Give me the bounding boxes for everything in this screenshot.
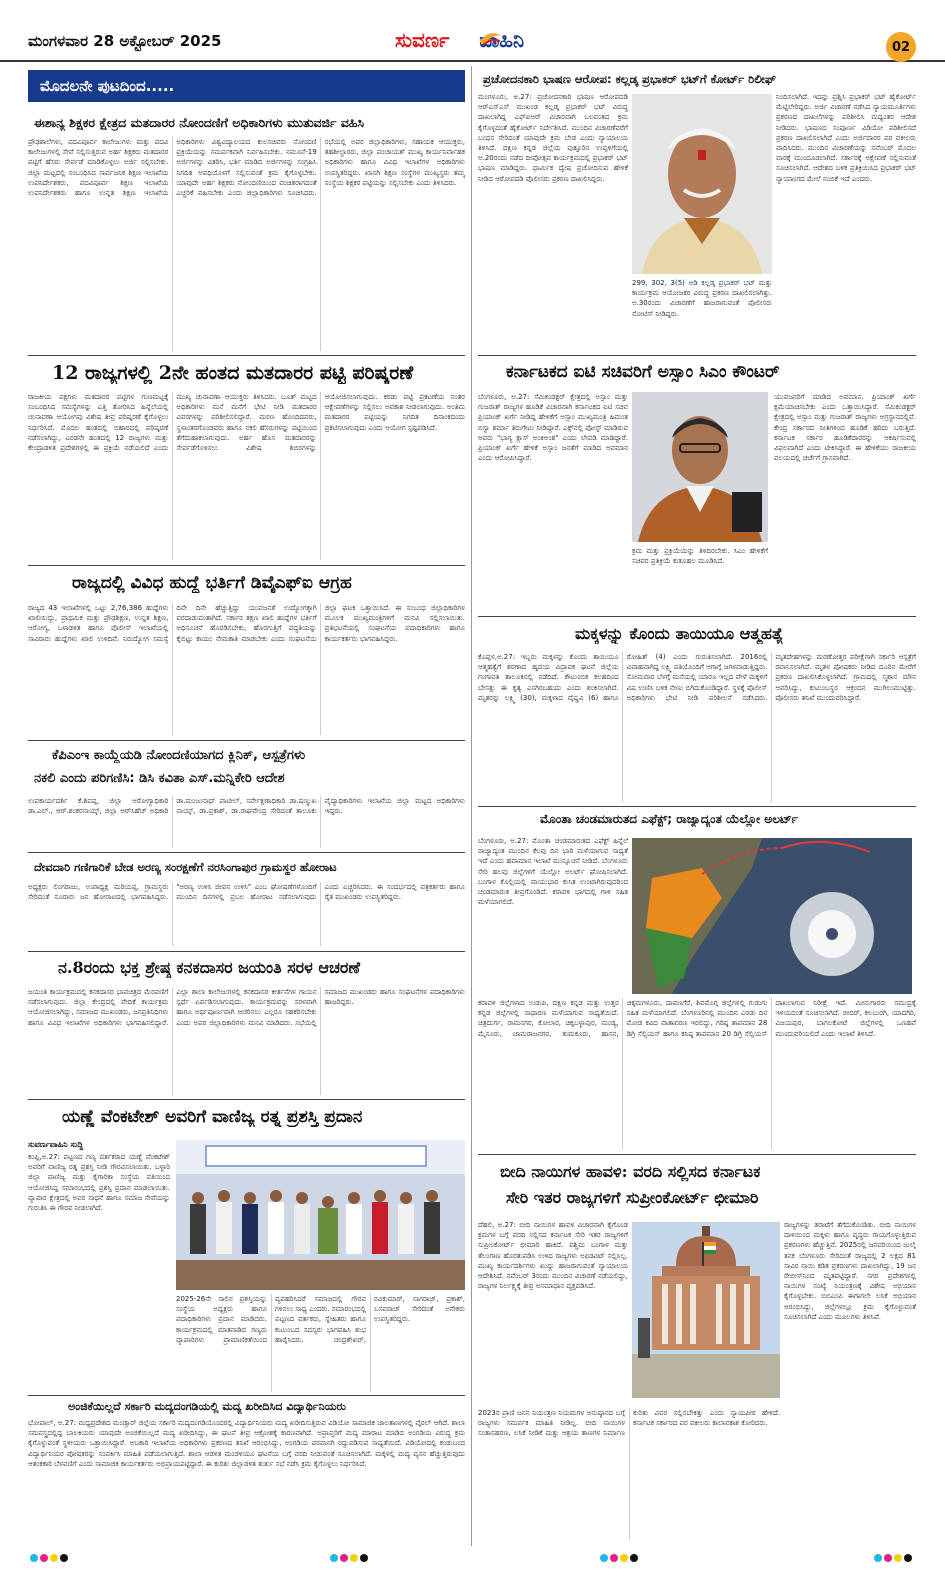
article-body: ರಾಜ್ಯದ 43 ಇಲಾಖೆಗಳಲ್ಲಿ ಒಟ್ಟು 2,76,386 ಹುದ್ದೆಗಳು ಖಾಲಿಯಿದ್ದು, ಪ್ರಾಥಮಿಕ ಮತ್ತು ಪ್ರೌಢಶಿಕ್ಷಣ, ಉನ್ನತ ಶಿಕ್ಷಣ, ಆರೋಗ್ಯ, ಒಳಾಡಳಿತ ಹಾಗೂ ಪೊಲೀಸ್ ಇಲಾಖೆಯಲ್ಲಿ ಸಾವಿರಾರು ಹುದ್ದೆಗಳು ಖಾಲಿ ಉಳಿದಿವೆ. ನಿರುದ್ಯೋಗ ಸಮಸ್ಯೆ ದಿನೇ ದಿನೇ ಹೆಚ್ಚುತ್ತಿದ್ದು ಯುವಜನತೆ ಉದ್ಯೋಗಕ್ಕಾಗಿ ಪರದಾಡುವಂತಾಗಿದೆ. ಸರ್ಕಾರ ತಕ್ಷಣ ಖಾಲಿ ಹುದ್ದೆಗಳ ಭರ್ತಿಗೆ ಅಧಿಸೂಚನೆ ಹೊರಡಿಸಬೇಕು, ಹೊರಗುತ್ತಿಗೆ ಪದ್ಧತಿಯನ್ನು ಕೈಬಿಟ್ಟು ಕಾಯಂ ನೇಮಕಾತಿ ಮಾಡಬೇಕು ಎಂದು ಸಂಘಟನೆಯ ಜಿಲ್ಲಾ ಘಟಕ ಒತ್ತಾಯಿಸಿದೆ. ಈ ಸಂಬಂಧ ಜಿಲ್ಲಾಧಿಕಾರಿಗಳ ಮೂಲಕ ಮುಖ್ಯಮಂತ್ರಿಗಳಿಗೆ ಮನವಿ ಸಲ್ಲಿಸಲಾಯಿತು. ಪ್ರತಿಭಟನೆಯಲ್ಲಿ ಸಂಘಟನೆಯ ಪದಾಧಿಕಾರಿಗಳು ಹಾಗೂ ಕಾರ್ಯಕರ್ತರು ಭಾಗವಹಿಸಿದ್ದರು. xyxy=(28,604,465,643)
article-headline: ರಾಜ್ಯದಲ್ಲಿ ವಿವಿಧ ಹುದ್ದೆ ಭರ್ತಿಗೆ ಡಿವೈಎಫ್ಐ ಆಗ್ರಹ xyxy=(72,573,352,593)
registration-dot-icon xyxy=(620,1554,628,1562)
news-credit: ಸುವರ್ಣವಾಹಿನಿ ಸುದ್ದಿ xyxy=(28,1140,84,1149)
cyclone-satellite-map xyxy=(632,838,912,994)
article-divider xyxy=(28,1099,465,1100)
award-ceremony-photo xyxy=(176,1140,465,1290)
photo-caption-text: ಕ್ರಮ ಮತ್ತು ಪ್ರಕ್ರಿಯೆಯನ್ನು ತಿಳಿದಿರಬೇಕು. ಸಿಎಂ ಹೇಳಿಕೆಗೆ ಸಚಿವರ ಪ್ರತಿಕ್ರಿಯೆ ಕುತೂಹಲ ಮೂಡಿಸಿದೆ. xyxy=(632,547,768,566)
registration-dot-icon xyxy=(894,1554,902,1562)
registration-dot-icon xyxy=(600,1554,608,1562)
article-headline: ಮಕ್ಕಳನ್ನು ಕೊಂದು ತಾಯಿಯೂ ಆತ್ಮಹತ್ಯೆ xyxy=(575,624,784,643)
print-registration-dots xyxy=(600,1554,638,1564)
registration-dot-icon xyxy=(610,1554,618,1562)
registration-dot-icon xyxy=(50,1554,58,1562)
print-registration-dots xyxy=(874,1554,912,1564)
article-headline: ಕರ್ನಾಟಕದ ಐಟಿ ಸಚಿವರಿಗೆ ಅಸ್ಸಾಂ ಸಿಎಂ ಕೌಂಟರ್ xyxy=(506,362,780,382)
registration-dot-icon xyxy=(60,1554,68,1562)
brand-second-word: ವಾಹಿನಿ xyxy=(479,28,525,52)
himanta-sarma-photo xyxy=(632,392,768,542)
article-body: ಕರಾವಳಿ ಜಿಲ್ಲೆಗಳಾದ ಉಡುಪಿ, ದಕ್ಷಿಣ ಕನ್ನಡ ಮತ್ತು ಉತ್ತರ ಕನ್ನಡ ಜಿಲ್ಲೆಗಳಲ್ಲಿ ಸಾಧಾರಣ ಮಳೆಯಾಗುವ ಸಾಧ್ಯತೆಯಿದೆ. ಚಿತ್ರದುರ್ಗ, ರಾಮನಗರ, ಕೋಲಾರ, ಚಿಕ್ಕಬಳ್ಳಾಪುರ, ಮಂಡ್ಯ, ಮೈಸೂರು, ಚಾಮರಾಜನಗರ, ತುಮಕೂರು, ಹಾಸನ, ಚಿಕ್ಕಮಗಳೂರು, ದಾವಣಗೆರೆ, ಶಿವಮೊಗ್ಗ ಜಿಲ್ಲೆಗಳಲ್ಲಿ ಗುಡುಗು ಸಹಿತ ಮಳೆಯಾಗಲಿದೆ. ಬೆಂಗಳೂರಿನಲ್ಲಿ ಮುಂದಿನ ಎರಡು ದಿನ ಮೋಡ ಕವಿದ ವಾತಾವರಣ ಇರಲಿದ್ದು, ಗರಿಷ್ಠ ತಾಪಮಾನ 28 ಡಿಗ್ರಿ ಸೆಲ್ಸಿಯಸ್ ಹಾಗೂ ಕನಿಷ್ಠ ತಾಪಮಾನ 20 ಡಿಗ್ರಿ ಸೆಲ್ಸಿಯಸ್ ದಾಖಲಾಗುವ ನಿರೀಕ್ಷೆ ಇದೆ. ಮೀನುಗಾರರು ಸಮುದ್ರಕ್ಕೆ ಇಳಿಯದಂತೆ ಸೂಚಿಸಲಾಗಿದೆ. ಬೀದರ್, ಕಲಬುರಗಿ, ಯಾದಗಿರಿ, ವಿಜಯಪುರ, ಬಾಗಲಕೋಟೆ ಜಿಲ್ಲೆಗಳಲ್ಲಿ ಒಣಹವೆ ಮುಂದುವರಿಯಲಿದೆ ಎಂದು ಇಲಾಖೆ ತಿಳಿಸಿದೆ. xyxy=(478,999,916,1038)
article-headline: ಮೊಂತಾ ಚಂಡಮಾರುತದ ಎಫೆಕ್ಟ್; ರಾಜ್ಯಾದ್ಯಂತ ಯೆಲ್ಲೋ ಅಲರ್ಟ್ xyxy=(540,812,798,826)
registration-dot-icon xyxy=(40,1554,48,1562)
article-body: 2025-26ನೇ ಸಾಲಿನ ಪ್ರಶಸ್ತಿಯನ್ನು ಸಂಸ್ಥೆಯ ಅಧ್ಯಕ್ಷರು ಹಾಗೂ ಪದಾಧಿಕಾರಿಗಳು ಪ್ರದಾನ ಮಾಡಿದರು. ಕಾರ್ಯಕ್ರಮದಲ್ಲಿ ಮಾತನಾಡಿದ ಗಣ್ಯರು ವ್ಯಾಪಾರಿಗಳು ಪ್ರಾಮಾಣಿಕತೆಯಿಂದ ವ್ಯವಹರಿಸಿದರೆ ಸಮಾಜದಲ್ಲಿ ಗೌರವ ಗಳಿಸಲು ಸಾಧ್ಯ ಎಂದರು. ಸಮಾರಂಭದಲ್ಲಿ ಪಟ್ಟಣದ ವರ್ತಕರು, ಸ್ನೇಹಿತರು ಹಾಗೂ ಕುಟುಂಬದ ಸದಸ್ಯರು ಭಾಗವಹಿಸಿ ಶುಭ ಹಾರೈಸಿದರು. ಚಂದ್ರಶೇಖರ್, ರವಿಕುಮಾರ್, ನಾಗರಾಜ್, ಪ್ರಕಾಶ್, ಬಸವರಾಜ್ ಸೇರಿದಂತೆ ಅನೇಕರು ಉಪಸ್ಥಿತರಿದ್ದರು. xyxy=(176,1295,465,1344)
article-headline-line2: ಸೇರಿ ಇತರ ರಾಜ್ಯಗಳಿಗೆ ಸುಪ್ರೀಂಕೋರ್ಟ್ ಛೀಮಾರಿ xyxy=(506,1188,759,1207)
article-divider xyxy=(28,355,465,356)
article-body-left: ದೆಹಲಿ, ಅ.27: ಬೀದಿ ನಾಯಿಗಳ ಹಾವಳಿ ವಿಚಾರವಾಗಿ ಕೈಗೊಂಡ ಕ್ರಮಗಳ ಬಗ್ಗೆ ವರದಿ ಸಲ್ಲಿಸದ ಕರ್ನಾಟಕ ಸೇರಿ ಇತರ ರಾಜ್ಯಗಳಿಗೆ ಸುಪ್ರೀಂಕೋರ್ಟ್ ಛೀಮಾರಿ ಹಾಕಿದೆ. ಪಶ್ಚಿಮ ಬಂಗಾಳ ಮತ್ತು ತೆಲಂಗಾಣ ಹೊರತುಪಡಿಸಿ ಉಳಿದ ರಾಜ್ಯಗಳು ಅಫಿಡವಿಟ್ ಸಲ್ಲಿಸಿಲ್ಲ. ಮುಖ್ಯ ಕಾರ್ಯದರ್ಶಿಗಳು ಖುದ್ದು ಹಾಜರಾಗುವಂತೆ ನ್ಯಾಯಾಲಯ ಆದೇಶಿಸಿದೆ. ನವೆಂಬರ್ 3ರಂದು ಮುಂದಿನ ವಿಚಾರಣೆ ನಡೆಯಲಿದ್ದು, ರಾಜ್ಯಗಳ ನಿರ್ಲಕ್ಷ್ಯಕ್ಕೆ ತೀವ್ರ ಅಸಮಾಧಾನ ವ್ಯಕ್ತಪಡಿಸಿದೆ. xyxy=(478,1221,628,1291)
article-body-left: ಮಂಗಳೂರು, ಅ.27: ಪ್ರಚೋದನಕಾರಿ ಭಾಷಣ ಆರೋಪದಡಿ ಆರ್‌ಎಸ್‌ಎಸ್ ಮುಖಂಡ ಕಲ್ಲಡ್ಕ ಪ್ರಭಾಕರ್ ಭಟ್ ವಿರುದ್ಧ ದಾಖಲಾಗಿದ್ದ ಎಫ್‌ಐಆರ್ ವಿಚಾರವಾಗಿ ಬಲವಂತದ ಕ್ರಮ ಕೈಗೊಳ್ಳದಂತೆ ಹೈಕೋರ್ಟ್ ನಿರ್ದೇಶಿಸಿದೆ. ಮುಂದಿನ ವಿಚಾರಣೆವರೆಗೆ ಬಂಧನ ಸೇರಿದಂತೆ ಯಾವುದೇ ಕ್ರಮ ಬೇಡ ಎಂದು ನ್ಯಾಯಾಲಯ ತಿಳಿಸಿದೆ. ದಕ್ಷಿಣ ಕನ್ನಡ ಜಿಲ್ಲೆಯ ಪುತ್ತೂರಿನ ಉಪ್ಪಳಿಗೆಯಲ್ಲಿ ಅ.20ರಂದು ನಡೆದ ದೀಪೋತ್ಸವ ಕಾರ್ಯಕ್ರಮದಲ್ಲಿ ಪ್ರಭಾಕರ್ ಭಟ್ ಭಾಷಣ ಮಾಡಿದ್ದರು. ಧಾರ್ಮಿಕ ದ್ವೇಷ ಪ್ರಚೋದಿಸುವ ಹೇಳಿಕೆ ನೀಡಿದ ಆರೋಪದಡಿ ಪೊಲೀಸರು ಪ್ರಕರಣ ದಾಖಲಿಸಿದ್ದರು. xyxy=(478,93,628,183)
article-headline: ಪ್ರಚೋದನಕಾರಿ ಭಾಷಣ ಆರೋಪ: ಕಲ್ಲಡ್ಕ ಪ್ರಭಾಕರ್ ಭಟ್‌ಗೆ ಕೋರ್ಟ್ ರಿಲೀಫ್ xyxy=(483,72,776,86)
brand-first-word: ಸುವರ್ಣ xyxy=(395,28,450,52)
registration-dot-icon xyxy=(330,1554,338,1562)
article-body-side: ಕಂಪ್ಲಿ,ಅ.27: ಪಟ್ಟಣದ ಗಣ್ಯ ವರ್ತಕರಾದ ಯಣ್ಣೆ ವೆಂಕಟೇಶ್ ಅವರಿಗೆ ವಾಣಿಜ್ಯ ರತ್ನ ಪ್ರಶಸ್ತಿ ನೀಡಿ ಗೌರವಿಸಲಾಯಿತು. ಬಳ್ಳಾರಿ ಜಿಲ್ಲಾ ವಾಣಿಜ್ಯ ಮತ್ತು ಕೈಗಾರಿಕಾ ಸಂಸ್ಥೆಯ ವತಿಯಿಂದ ಆಯೋಜಿಸಿದ್ದ ಸಮಾರಂಭದಲ್ಲಿ ಪ್ರಶಸ್ತಿ ಪ್ರದಾನ ಮಾಡಲಾಯಿತು. ವ್ಯಾಪಾರ ಕ್ಷೇತ್ರದಲ್ಲಿ ಅವರ ಸಾಧನೆ ಹಾಗೂ ಸಮಾಜ ಸೇವೆಯನ್ನು ಗುರುತಿಸಿ ಈ ಗೌರವ ನೀಡಲಾಗಿದೆ. xyxy=(28,1153,170,1213)
print-registration-dots xyxy=(330,1554,368,1564)
article-headline-line1: ಬೀದಿ ನಾಯಿಗಳ ಹಾವಳಿ: ವರದಿ ಸಲ್ಲಿಸದ ಕರ್ನಾಟಕ xyxy=(500,1162,761,1181)
article-headline-line1: ಕೆಪಿಎಂಇ ಕಾಯ್ದೆಯಡಿ ನೋಂದಣಿಯಾಗದ ಕ್ಲಿನಿಕ್, ಆಸ್ಪತ್ರೆಗಳು xyxy=(52,748,306,763)
article-body-side: ಬೆಂಗಳೂರು, ಅ.27: ಮೊಂತಾ ಚಂಡಮಾರುತದ ಎಫೆಕ್ಟ್ ಹಿನ್ನೆಲೆ ರಾಜ್ಯಾದ್ಯಂತ ಮುಂದಿನ ಕೆಲವು ದಿನ ಭಾರಿ ಮಳೆಯಾಗುವ ಸಾಧ್ಯತೆ ಇದೆ ಎಂದು ಹವಾಮಾನ ಇಲಾಖೆ ಮುನ್ಸೂಚನೆ ನೀಡಿದೆ. ಬೆಂಗಳೂರು ಸೇರಿ ಹಲವು ಜಿಲ್ಲೆಗಳಿಗೆ ಯೆಲ್ಲೋ ಅಲರ್ಟ್ ಘೋಷಿಸಲಾಗಿದೆ. ಬಂಗಾಳ ಕೊಲ್ಲಿಯಲ್ಲಿ ವಾಯುಭಾರ ಕುಸಿತ ಉಂಟಾಗಿರುವುದರಿಂದ ಚಂಡಮಾರುತ ತೀವ್ರಗೊಂಡಿದೆ. ಕರಾವಳಿ ಭಾಗದಲ್ಲಿ ಗಾಳಿ ಸಹಿತ ಮಳೆಯಾಗಲಿದೆ. xyxy=(478,837,628,907)
article-body-right: ರಾಜ್ಯಗಳನ್ನು ತರಾಟೆಗೆ ತೆಗೆದುಕೊಂಡಿತು. ಬೀದಿ ನಾಯಿಗಳ ದಾಳಿಯಿಂದ ಮಕ್ಕಳು ಹಾಗೂ ವೃದ್ಧರು ಗಾಯಗೊಳ್ಳುತ್ತಿರುವ ಪ್ರಕರಣಗಳು ಹೆಚ್ಚುತ್ತಿವೆ. 2025ರಲ್ಲಿ ಜನವರಿಯಿಂದ ಜುಲೈ ತನಕ ಬೆಂಗಳೂರು ಸೇರಿದಂತೆ ರಾಜ್ಯದಲ್ಲಿ 2 ಲಕ್ಷದ 81 ಸಾವಿರ ನಾಯಿ ಕಡಿತ ಪ್ರಕರಣಗಳು ದಾಖಲಾಗಿದ್ದು, 19 ಜನ ರೇಬೀಸ್‌ನಿಂದ ಮೃತಪಟ್ಟಿದ್ದಾರೆ. ನಗರ ಪ್ರದೇಶಗಳಲ್ಲಿ ನಾಯಿಗಳ ಸಂಖ್ಯೆ ನಿಯಂತ್ರಣಕ್ಕೆ ವಿಶೇಷ ಅಭಿಯಾನ ಕೈಗೊಳ್ಳಬೇಕು. ಬಿಬಿಎಂಪಿ ಈಗಾಗಲೇ ಲಸಿಕೆ ಅಭಿಯಾನ ಆರಂಭಿಸಿದ್ದು, ಜಿಲ್ಲೆಗಳಲ್ಲೂ ಕ್ರಮ ಕೈಗೊಳ್ಳುವಂತೆ ಸೂಚಿಸಲಾಗಿದೆ ಎಂದು ಮೂಲಗಳು ತಿಳಿಸಿವೆ. xyxy=(784,1221,916,1321)
article-body-lower: 2023ರ ಪ್ರಾಣಿ ಜನನ ನಿಯಂತ್ರಣ ನಿಯಮಗಳ ಅನುಷ್ಠಾನದ ಬಗ್ಗೆ ರಾಜ್ಯಗಳು ಸಮರ್ಪಕ ಮಾಹಿತಿ ನೀಡಿಲ್ಲ. ಬೀದಿ ನಾಯಿಗಳ ಸಂತಾನಹರಣ, ಲಸಿಕೆ ನೀಡಿಕೆ ಮತ್ತು ಆಶ್ರಯ ತಾಣಗಳ ನಿರ್ಮಾಣ ಕುರಿತು ವಿವರ ಸಲ್ಲಿಸಬೇಕಿತ್ತು ಎಂದು ನ್ಯಾಯಪೀಠ ಹೇಳಿದೆ. ಕರ್ನಾಟಕ ಸರ್ಕಾರದ ಪರ ವಕೀಲರು ಕಾಲಾವಕಾಶ ಕೋರಿದರು. xyxy=(478,1409,780,1438)
section-banner: ಮೊದಲನೇ ಪುಟದಿಂದ..... xyxy=(28,70,465,102)
article-divider xyxy=(478,1154,916,1155)
article-body: ಭೋಪಾಲ್, ಅ.27: ಮಧ್ಯಪ್ರದೇಶದ ಮಂಡ್ಸಾರ್ ಜಿಲ್ಲೆಯ ಸರ್ಕಾರಿ ಮದ್ಯದಂಗಡಿಯೊಂದರಲ್ಲಿ ವಿದ್ಯಾರ್ಥಿನಿಯರು ಮದ್ಯ ಖರೀದಿಸುತ್ತಿರುವ ವಿಡಿಯೋ ಸಾಮಾಜಿಕ ಜಾಲತಾಣಗಳಲ್ಲಿ ವೈರಲ್ ಆಗಿದೆ. ಶಾಲಾ ಸಮವಸ್ತ್ರದಲ್ಲಿದ್ದ ಬಾಲಕಿಯರು ಯಾವುದೇ ಅಂಜಿಕೆಯಿಲ್ಲದೆ ಮದ್ಯ ಖರೀದಿಸಿದ್ದು, ಈ ಘಟನೆ ತೀವ್ರ ಆಕ್ರೋಶಕ್ಕೆ ಕಾರಣವಾಗಿದೆ. ಅಪ್ರಾಪ್ತರಿಗೆ ಮದ್ಯ ಮಾರಾಟ ಮಾಡಿದ ಅಂಗಡಿಯ ವಿರುದ್ಧ ಕ್ರಮ ಕೈಗೊಳ್ಳುವಂತೆ ಸ್ಥಳೀಯರು ಒತ್ತಾಯಿಸಿದ್ದಾರೆ. ಅಬಕಾರಿ ಇಲಾಖೆಯ ಅಧಿಕಾರಿಗಳು ಪ್ರಕರಣದ ತನಿಖೆ ಆರಂಭಿಸಿದ್ದು, ಅಂಗಡಿಯ ಪರವಾನಗಿ ರದ್ದುಪಡಿಸುವ ಸಾಧ್ಯತೆಯಿದೆ. ವಿಡಿಯೋದಲ್ಲಿ ಕಂಡುಬಂದ ವಿದ್ಯಾರ್ಥಿನಿಯರ ಪೋಷಕರನ್ನು ಸಂಪರ್ಕಿಸಿ ಮಾಹಿತಿ ಪಡೆಯಲಾಗುತ್ತಿದೆ. ಶಾಲಾ ಆಡಳಿತ ಮಂಡಳಿಯೂ ಘಟನೆಯ ಬಗ್ಗೆ ವರದಿ ನೀಡುವಂತೆ ಸೂಚಿಸಲಾಗಿದೆ. ಮಕ್ಕಳಲ್ಲಿ ಮದ್ಯ ವ್ಯಸನ ಹೆಚ್ಚುತ್ತಿರುವುದು ಆತಂಕಕಾರಿ ಬೆಳವಣಿಗೆ ಎಂದು ಸಾಮಾಜಿಕ ಕಾರ್ಯಕರ್ತರು ಅಭಿಪ್ರಾಯಪಟ್ಟಿದ್ದಾರೆ. ಈ ಕುರಿತು ಜಿಲ್ಲಾಡಳಿತ ತುರ್ತು ಸಭೆ ನಡೆಸಿ ಕ್ರಮ ಕೈಗೊಳ್ಳಲು ನಿರ್ಧರಿಸಿದೆ. xyxy=(28,1419,465,1468)
article-headline-line2: ನಕಲಿ ಎಂದು ಪರಿಗಣಿಸಿ: ಡಿಸಿ ಕವಿತಾ ಎಸ್.ಮನ್ನಿಕೇರಿ ಆದೇಶ xyxy=(34,771,285,786)
column-divider xyxy=(471,66,472,1546)
article-divider xyxy=(478,616,916,617)
registration-dot-icon xyxy=(350,1554,358,1562)
registration-dot-icon xyxy=(874,1554,882,1562)
article-body: ಉಪಕಾರ್ಯದರ್ಶಿ ಕೆ.ಶಿವಪ್ಪ, ಜಿಲ್ಲಾ ಆರೋಗ್ಯಾಧಿಕಾರಿ ಡಾ.ಎಲ್., ಆರ್.ಶಂಕರನಾಯ್ಕ್, ಜಿಲ್ಲಾ ಆರ್‌ಸಿಹೆಚ್ ಅಧಿಕಾರಿ ಡಾ.ಮಂಜುನಾಥ್ ಪಾಟೀಲ್, ಸರ್ವೇಕ್ಷಣಾಧಿಕಾರಿ ಡಾ.ಷಣ್ಮುಖ ನಾಯ್ಕ್, ಡಾ.ಪ್ರಕಾಶ್, ಡಾ.ರಾಘವೇಂದ್ರ ಸೇರಿದಂತೆ ತಾಲೂಕು ವೈದ್ಯಾಧಿಕಾರಿಗಳು ಇಲಾಖೆಯ ಜಿಲ್ಲಾ ಮಟ್ಟದ ಅಧಿಕಾರಿಗಳು ಇದ್ದರು. xyxy=(28,797,465,816)
article-body-right: ನಿಂದಿಸಲಾಗಿದೆ. ಇದನ್ನು ಪ್ರಶ್ನಿಸಿ ಪ್ರಭಾಕರ್ ಭಟ್ ಹೈಕೋರ್ಟ್ ಮೆಟ್ಟಿಲೇರಿದ್ದರು. ಅರ್ಜಿ ವಿಚಾರಣೆ ನಡೆಸಿದ ನ್ಯಾಯಮೂರ್ತಿಗಳು ಪ್ರಕರಣದ ದಾಖಲೆಗಳನ್ನು ಪರಿಶೀಲಿಸಿ ಮಧ್ಯಂತರ ಆದೇಶ ನೀಡಿದರು. ಭಾಷಣದ ಸಂಪೂರ್ಣ ವಿಡಿಯೋ ಪರಿಶೀಲಿಸದೆ ಪ್ರಕರಣ ದಾಖಲಿಸಲಾಗಿದೆ ಎಂದು ಅರ್ಜಿದಾರರ ಪರ ವಕೀಲರು ವಾದಿಸಿದರು. ಮುಂದಿನ ವಿಚಾರಣೆಯನ್ನು ನವೆಂಬರ್ ಮೊದಲ ವಾರಕ್ಕೆ ಮುಂದೂಡಲಾಗಿದೆ. ಸರ್ಕಾರಕ್ಕೆ ಆಕ್ಷೇಪಣೆ ಸಲ್ಲಿಸುವಂತೆ ಸೂಚಿಸಲಾಗಿದೆ. ಆದೇಶದ ಬಳಿಕ ಪ್ರತಿಕ್ರಿಯಿಸಿದ ಪ್ರಭಾಕರ್ ಭಟ್ ನ್ಯಾಯಾಂಗದ ಮೇಲೆ ನಂಬಿಕೆ ಇದೆ ಎಂದರು. xyxy=(776,93,916,183)
registration-dot-icon xyxy=(30,1554,38,1562)
article-body: ರಾಜಕೀಯ ಪಕ್ಷಗಳು ಮತದಾರರ ಪಟ್ಟಿಗಳ ಗುಣಮಟ್ಟಕ್ಕೆ ಸಂಬಂಧಿಸಿದ ಸಮಸ್ಯೆಗಳನ್ನು ಎತ್ತಿ ತೋರಿಸಿದ ಹಿನ್ನೆಲೆಯಲ್ಲಿ ಚುನಾವಣಾ ಆಯೋಗವು ವಿಶೇಷ ತೀವ್ರ ಪರಿಷ್ಕರಣೆ ಕೈಗೊಳ್ಳಲು ನಿರ್ಧರಿಸಿದೆ. ಮೊದಲ ಹಂತದಲ್ಲಿ ಬಿಹಾರದಲ್ಲಿ ಪರಿಷ್ಕರಣೆ ನಡೆಸಲಾಗಿದ್ದು, ಎರಡನೇ ಹಂತದಲ್ಲಿ 12 ರಾಜ್ಯಗಳು ಮತ್ತು ಕೇಂದ್ರಾಡಳಿತ ಪ್ರದೇಶಗಳಲ್ಲಿ ಈ ಪ್ರಕ್ರಿಯೆ ನಡೆಯಲಿದೆ ಎಂದು ಮುಖ್ಯ ಚುನಾವಣಾ ಆಯುಕ್ತರು ತಿಳಿಸಿದರು. ಬೂತ್ ಮಟ್ಟದ ಅಧಿಕಾರಿಗಳು ಮನೆ ಮನೆಗೆ ಭೇಟಿ ನೀಡಿ ಮತದಾರರ ವಿವರಗಳನ್ನು ಪರಿಶೀಲಿಸಲಿದ್ದಾರೆ. ಮರಣ ಹೊಂದಿದವರು, ಸ್ಥಳಾಂತರಗೊಂಡವರು ಹಾಗೂ ನಕಲಿ ಹೆಸರುಗಳನ್ನು ಪಟ್ಟಿಯಿಂದ ತೆಗೆದುಹಾಕಲಾಗುವುದು. ಅರ್ಹ ಹೊಸ ಮತದಾರರನ್ನು ಸೇರ್ಪಡೆಗೊಳಿಸಲು ವಿಶೇಷ ಶಿಬಿರಗಳನ್ನು ಆಯೋಜಿಸಲಾಗುವುದು. ಕರಡು ಪಟ್ಟಿ ಪ್ರಕಟಣೆಯ ನಂತರ ಆಕ್ಷೇಪಣೆಗಳನ್ನು ಸಲ್ಲಿಸಲು ಅವಕಾಶ ನೀಡಲಾಗುವುದು. ಅಂತಿಮ ಮತದಾರರ ಪಟ್ಟಿಯನ್ನು ನಿಗದಿತ ದಿನಾಂಕದಂದು ಪ್ರಕಟಿಸಲಾಗುವುದು ಎಂದು ಆಯೋಗ ಸ್ಪಷ್ಟಪಡಿಸಿದೆ. xyxy=(28,393,465,453)
article-divider xyxy=(28,852,465,853)
article-headline: 12 ರಾಜ್ಯಗಳಲ್ಲಿ 2ನೇ ಹಂತದ ಮತದಾರರ ಪಟ್ಟಿ ಪರಿಷ್ಕರಣೆ xyxy=(52,362,414,384)
masthead xyxy=(0,0,945,62)
article-body: ಪ್ರೌಢಶಾಲೆಗಳು, ಪದವಿಪೂರ್ವ ಕಾಲೇಜುಗಳು ಮತ್ತು ಪದವಿ ಕಾಲೇಜುಗಳಲ್ಲಿ ಸೇವೆ ಸಲ್ಲಿಸುತ್ತಿರುವ ಅರ್ಹ ಶಿಕ್ಷಕರು ಮತದಾರರ ಪಟ್ಟಿಗೆ ಹೆಸರು ಸೇರ್ಪಡೆ ಮಾಡಿಕೊಳ್ಳಲು ಅರ್ಜಿ ಸಲ್ಲಿಸಬೇಕು. ಜಿಲ್ಲಾ ಮಟ್ಟದಲ್ಲಿ ಸಂಬಂಧಿಸಿದ ಸಾರ್ವಜನಿಕ ಶಿಕ್ಷಣ ಇಲಾಖೆಯ ಉಪನಿರ್ದೇಶಕರು, ಪದವಿಪೂರ್ವ ಶಿಕ್ಷಣ ಇಲಾಖೆಯ ಉಪನಿರ್ದೇಶಕರು ಹಾಗೂ ಉನ್ನತ ಶಿಕ್ಷಣ ಇಲಾಖೆಯ ಅಧಿಕಾರಿಗಳು ವಿಶ್ವವಿದ್ಯಾಲಯದ ಕುಲಸಚಿವರು ನೋಂದಣಿ ಪ್ರಕ್ರಿಯೆಯನ್ನು ಸಮರ್ಪಕವಾಗಿ ನಿರ್ವಹಿಸಬೇಕು. ನಮೂನೆ-19 ಅರ್ಜಿಗಳನ್ನು ವಿತರಿಸಿ, ಭರ್ತಿ ಮಾಡಿದ ಅರ್ಜಿಗಳನ್ನು ಸಂಗ್ರಹಿಸಿ ನಿಗದಿತ ಅವಧಿಯೊಳಗೆ ಸಲ್ಲಿಸುವಂತೆ ಕ್ರಮ ಕೈಗೊಳ್ಳಬೇಕು. ಯಾವುದೇ ಅರ್ಹ ಶಿಕ್ಷಕರು ನೋಂದಣಿಯಿಂದ ವಂಚಿತರಾಗದಂತೆ ಎಚ್ಚರಿಕೆ ವಹಿಸಬೇಕು ಎಂದು ಜಿಲ್ಲಾಧಿಕಾರಿಗಳು ಸೂಚಿಸಿದರು. ಸಭೆಯಲ್ಲಿ ಅಪರ ಜಿಲ್ಲಾಧಿಕಾರಿಗಳು, ಸಹಾಯಕ ಆಯುಕ್ತರು, ತಹಶೀಲ್ದಾರರು, ಜಿಲ್ಲಾ ಪಂಚಾಯತ್ ಮುಖ್ಯ ಕಾರ್ಯನಿರ್ವಾಹಕ ಅಧಿಕಾರಿಗಳು ಹಾಗೂ ವಿವಿಧ ಇಲಾಖೆಗಳ ಅಧಿಕಾರಿಗಳು ಉಪಸ್ಥಿತರಿದ್ದರು. ಖಾಸಗಿ ಶಿಕ್ಷಣ ಸಂಸ್ಥೆಗಳ ಮುಖ್ಯಸ್ಥರು ತಮ್ಮ ಸಂಸ್ಥೆಯ ಶಿಕ್ಷಕರ ಪಟ್ಟಿಯನ್ನು ಸಲ್ಲಿಸಬೇಕು ಎಂದು ತಿಳಿಸಿದರು. xyxy=(28,138,465,198)
article-divider xyxy=(28,1395,465,1396)
article-headline: ನ.8ರಂದು ಭಕ್ತ ಶ್ರೇಷ್ಠ ಕನಕದಾಸರ ಜಯಂತಿ ಸರಳ ಆಚರಣೆ xyxy=(58,958,360,977)
article-body: ಕೊಪ್ಪಳ,ಅ.27: ಇಬ್ಬರು ಮಕ್ಕಳನ್ನು ಕೊಂದು ತಾಯಿಯೂ ಆತ್ಮಹತ್ಯೆಗೆ ಶರಣಾದ ಹೃದಯ ವಿದ್ರಾವಕ ಘಟನೆ ಜಿಲ್ಲೆಯ ಗಂಗಾವತಿ ತಾಲೂಕಿನಲ್ಲಿ ನಡೆದಿದೆ. ಕೌಟುಂಬಿಕ ಕಲಹದಿಂದ ಬೇಸತ್ತು ಈ ಕೃತ್ಯ ಎಸಗಿರಬಹುದು ಎಂದು ಶಂಕಿಸಲಾಗಿದೆ. ಮೃತರನ್ನು ಲಕ್ಷ್ಮಿ (30), ಮಕ್ಕಳಾದ ವೈಷ್ಣವಿ (6) ಹಾಗೂ ರೋಹಿತ್ (4) ಎಂದು ಗುರುತಿಸಲಾಗಿದೆ. 2016ರಲ್ಲಿ ವಿವಾಹವಾಗಿದ್ದ ಲಕ್ಷ್ಮಿ ಪತಿಯೊಂದಿಗೆ ಆಗಾಗ್ಗೆ ಜಗಳವಾಡುತ್ತಿದ್ದರು. ಸೋಮವಾರ ಬೆಳಗ್ಗೆ ಮನೆಯಲ್ಲಿ ಯಾರೂ ಇಲ್ಲದ ವೇಳೆ ಮಕ್ಕಳಿಗೆ ವಿಷ ಉಣಿಸಿ ಬಳಿಕ ನೇಣು ಬಿಗಿದುಕೊಂಡಿದ್ದಾರೆ. ಸ್ಥಳಕ್ಕೆ ಪೊಲೀಸ್ ಅಧಿಕಾರಿಗಳು ಭೇಟಿ ನೀಡಿ ಪರಿಶೀಲನೆ ನಡೆಸಿದರು. ಮೃತದೇಹಗಳನ್ನು ಮರಣೋತ್ತರ ಪರೀಕ್ಷೆಗಾಗಿ ಸರ್ಕಾರಿ ಆಸ್ಪತ್ರೆಗೆ ರವಾನಿಸಲಾಗಿದೆ. ಮೃತಳ ಪೋಷಕರು ನೀಡಿದ ದೂರಿನ ಮೇರೆಗೆ ಪ್ರಕರಣ ದಾಖಲಿಸಿಕೊಳ್ಳಲಾಗಿದೆ. ಗ್ರಾಮದಲ್ಲಿ ಸ್ಮಶಾನ ಮೌನ ಆವರಿಸಿದ್ದು, ಕುಟುಂಬಸ್ಥರ ಆಕ್ರಂದನ ಮುಗಿಲುಮುಟ್ಟಿತ್ತು. ಪೊಲೀಸರು ತನಿಖೆ ಮುಂದುವರಿಸಿದ್ದಾರೆ. xyxy=(478,653,916,702)
registration-dot-icon xyxy=(360,1554,368,1562)
article-headline: ಯಣ್ಣೆ ವೆಂಕಟೇಶ್ ಅವರಿಗೆ ವಾಣಿಜ್ಯ ರತ್ನ ಪ್ರಶಸ್ತಿ ಪ್ರದಾನ xyxy=(62,1107,363,1127)
article-body: ಅಧ್ಯಕ್ಷರು ಲಿಂಗರಾಜು, ಉಪಾಧ್ಯಕ್ಷ ಮರಿಯಪ್ಪ, ಗ್ರಾಮಸ್ಥರು ಸೇರಿದಂತೆ ನೂರಾರು ಜನ ಹೋರಾಟದಲ್ಲಿ ಭಾಗವಹಿಸಿದ್ದರು. "ಅರಣ್ಯ ಉಳಿಸಿ ಜೀವನ ಉಳಿಸಿ" ಎಂಬ ಘೋಷಣೆಗಳೊಂದಿಗೆ ಮುಂದಿನ ದಿನಗಳಲ್ಲಿ ಪ್ರಬಲ ಹೋರಾಟ ನಡೆಸಲಾಗುವುದು ಎಂದು ಎಚ್ಚರಿಸಿದರು. ಈ ಸಂದರ್ಭದಲ್ಲಿ ಪತ್ರಕರ್ತರು ಹಾಗೂ ರೈತ ಮುಖಂಡರು ಉಪಸ್ಥಿತರಿದ್ದರು. xyxy=(28,883,465,902)
article-body: ಜಯಂತಿ ಕಾರ್ಯಕ್ರಮದಲ್ಲಿ ಕನಕದಾಸರ ಭಾವಚಿತ್ರದ ಮೆರವಣಿಗೆ ನಡೆಸಲಾಗುವುದು. ಜಿಲ್ಲಾ ಕೇಂದ್ರದಲ್ಲಿ ವೇದಿಕೆ ಕಾರ್ಯಕ್ರಮ ಆಯೋಜಿಸಲಾಗಿದ್ದು, ಸಮಾಜದ ಮುಖಂಡರು, ಜನಪ್ರತಿನಿಧಿಗಳು ಹಾಗೂ ವಿವಿಧ ಇಲಾಖೆಗಳ ಅಧಿಕಾರಿಗಳು ಭಾಗವಹಿಸಲಿದ್ದಾರೆ. ಎಲ್ಲಾ ಶಾಲಾ ಕಾಲೇಜುಗಳಲ್ಲಿ ಕನಕದಾಸರ ಕೀರ್ತನೆಗಳ ಗಾಯನ ಸ್ಪರ್ಧೆ ಏರ್ಪಡಿಸಲಾಗುವುದು. ಕಾರ್ಯಕ್ರಮವನ್ನು ಸರಳವಾಗಿ ಹಾಗೂ ಅರ್ಥಪೂರ್ಣವಾಗಿ ಆಚರಿಸಲು ಎಲ್ಲರೂ ಸಹಕರಿಸಬೇಕು ಎಂದು ಅಪರ ಜಿಲ್ಲಾಧಿಕಾರಿಗಳು ಮನವಿ ಮಾಡಿದರು. ಸಭೆಯಲ್ಲಿ ಸಮಾಜದ ಮುಖಂಡರು ಹಾಗೂ ಸಂಘಟನೆಗಳ ಪದಾಧಿಕಾರಿಗಳು ಹಾಜರಿದ್ದರು. xyxy=(28,988,465,1027)
registration-dot-icon xyxy=(340,1554,348,1562)
article-headline: ಅಂಜಿಕೆಯಿಲ್ಲದೆ ಸರ್ಕಾರಿ ಮದ್ಯದಂಗಡಿಯಲ್ಲಿ ಮದ್ಯ ಖರೀದಿಸಿದ ವಿದ್ಯಾರ್ಥಿನಿಯರು xyxy=(68,1400,346,1413)
article-headline: ದೇವದಾರಿ ಗಣಿಗಾರಿಕೆ ಬೇಡ ಅರಣ್ಯ ಸಂರಕ್ಷಣೆಗೆ ನರಸಿಂಗಾಪುರ ಗ್ರಾಮಸ್ಥರ ಹೋರಾಟ xyxy=(34,860,337,874)
article-divider xyxy=(478,806,916,807)
registration-dot-icon xyxy=(630,1554,638,1562)
registration-dot-icon xyxy=(904,1554,912,1562)
print-registration-dots xyxy=(30,1554,68,1564)
article-body-right: ಯುವಜನರಿಗೆ ಮಾಡಿದ ಅವಮಾನ. ಪ್ರಿಯಾಂಕ್ ಖರ್ಗೆ ಕ್ಷಮೆಯಾಚಿಸಬೇಕು ಎಂದು ಒತ್ತಾಯಿಸಿದ್ದಾರೆ. ಸೆಮಿಕಂಡಕ್ಟರ್ ಕ್ಷೇತ್ರದಲ್ಲಿ ಅಸ್ಸಾಂ ಮತ್ತು ಗುಜರಾತ್ ರಾಜ್ಯಗಳು ಅಗ್ರಸ್ಥಾನದಲ್ಲಿವೆ. ಕೇಂದ್ರ ಸರ್ಕಾರದ ನೀತಿಗಳಿಂದ ಹೂಡಿಕೆ ಹರಿದು ಬರುತ್ತಿದೆ. ಕರ್ನಾಟಕ ಸರ್ಕಾರ ಹೂಡಿಕೆದಾರರನ್ನು ಆಕರ್ಷಿಸುವಲ್ಲಿ ವಿಫಲವಾಗಿದೆ ಎಂದು ಟೀಕಿಸಿದ್ದಾರೆ. ಈ ಹೇಳಿಕೆಯು ರಾಜಕೀಯ ವಲಯದಲ್ಲಿ ಚರ್ಚೆಗೆ ಗ್ರಾಸವಾಗಿದೆ. xyxy=(774,393,916,463)
supreme-court-photo xyxy=(632,1222,780,1398)
article-divider xyxy=(478,355,916,356)
issue-date: ಮಂಗಳವಾರ 28 ಅಕ್ಟೋಬರ್ 2025 xyxy=(28,32,222,50)
article-divider xyxy=(28,951,465,952)
photo-caption-text: 299, 302, 3(5) ಅಡಿ ಕಲ್ಲಡ್ಕ ಪ್ರಭಾಕರ್ ಭಟ್ ಮತ್ತು ಕಾರ್ಯಕ್ರಮ ಆಯೋಜಕರ ವಿರುದ್ಧ ಪ್ರಕರಣ ದಾಖಲಿಸಲಾಗಿತ್ತು. ಅ.30ರಂದು ವಿಚಾರಣೆಗೆ ಹಾಜರಾಗುವಂತೆ ಪೊಲೀಸರು ನೋಟಿಸ್ ನೀಡಿದ್ದರು. xyxy=(632,279,772,318)
article-divider xyxy=(28,565,465,566)
registration-dot-icon xyxy=(884,1554,892,1562)
page-number-badge: 02 xyxy=(886,32,916,62)
article-body-left: ಬೆಂಗಳೂರು, ಅ.27: ಸೆಮಿಕಂಡಕ್ಟರ್ ಕ್ಷೇತ್ರದಲ್ಲಿ ಅಸ್ಸಾಂ ಮತ್ತು ಗುಜರಾತ್ ರಾಜ್ಯಗಳ ಹೂಡಿಕೆ ವಿಚಾರವಾಗಿ ಕರ್ನಾಟಕದ ಐಟಿ ಸಚಿವ ಪ್ರಿಯಾಂಕ್ ಖರ್ಗೆ ನೀಡಿದ್ದ ಹೇಳಿಕೆಗೆ ಅಸ್ಸಾಂ ಮುಖ್ಯಮಂತ್ರಿ ಹಿಮಂತ ಬಿಸ್ವಾ ಶರ್ಮಾ ತಿರುಗೇಟು ನೀಡಿದ್ದಾರೆ. ಎಕ್ಸ್‌ನಲ್ಲಿ ಪೋಸ್ಟ್ ಮಾಡಿರುವ ಅವರು "ಭಾಗ್ಯ ಕ್ಲಾಸ್ ಅಂಕಿಅಂಶ" ಎಂದು ಲೇವಡಿ ಮಾಡಿದ್ದಾರೆ. ಪ್ರಿಯಾಂಕ್ ಖರ್ಗೆ ಹೇಳಿಕೆ ಅಸ್ಸಾಂ ಜನತೆಗೆ ಮಾಡಿದ ಅವಮಾನ ಎಂದು ಆರೋಪಿಸಿದ್ದಾರೆ. xyxy=(478,393,628,463)
newspaper-brand xyxy=(395,28,524,52)
prabhakar-bhat-photo xyxy=(632,94,772,274)
article-headline: ಈಶಾನ್ಯ ಶಿಕ್ಷಕರ ಕ್ಷೇತ್ರದ ಮತದಾರರ ನೋಂದಣಿಗೆ ಅಧಿಕಾರಿಗಳು ಮುತುವರ್ಜಿ ವಹಿಸಿ xyxy=(34,115,365,130)
brand-logo-icon xyxy=(477,26,503,48)
article-divider xyxy=(28,740,465,741)
